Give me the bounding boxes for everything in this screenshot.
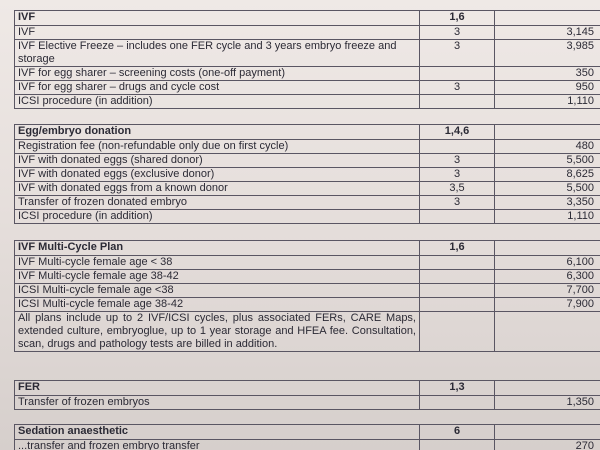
fee-notes: 3 <box>420 81 495 95</box>
fee-description: IVF with donated eggs (exclusive donor) <box>15 168 420 182</box>
fee-notes: 3 <box>420 196 495 210</box>
fee-price: 1,350 <box>495 396 600 410</box>
fee-row <box>15 26 600 40</box>
fee-price: 350 <box>495 67 600 81</box>
fee-description: ICSI Multi-cycle female age <38 <box>15 284 420 298</box>
fee-notes: 3 <box>420 168 495 182</box>
fee-row <box>15 298 600 312</box>
fee-description: IVF with donated eggs (shared donor) <box>15 154 420 168</box>
fee-price: 8,625 <box>495 168 600 182</box>
section-header <box>15 381 600 396</box>
fee-description: Transfer of frozen embryos <box>15 396 420 410</box>
fee-row <box>15 182 600 196</box>
fee-notes <box>420 140 495 154</box>
section-header <box>15 11 600 26</box>
section-notes: 1,6 <box>420 241 495 256</box>
fee-notes: 3 <box>420 154 495 168</box>
section-header <box>15 241 600 256</box>
fee-price: 480 <box>495 140 600 154</box>
fee-row <box>15 67 600 81</box>
plan-footnote: All plans include up to 2 IVF/ICSI cycles, plus associated FERs, CARE Maps, extended culture, embryoglue, up to 1 year storage and HFEA fee. Consultation, scan, drugs and pathology tests are billed in addition. <box>15 312 420 352</box>
fee-notes <box>420 67 495 81</box>
fee-notes <box>420 312 495 352</box>
fee-row <box>15 196 600 210</box>
fee-price: 3,145 <box>495 26 600 40</box>
fee-description: IVF Elective Freeze – includes one FER cycle and 3 years embryo freeze and storage <box>15 40 420 67</box>
fee-price <box>495 312 600 352</box>
fee-row <box>15 81 600 95</box>
fee-description: IVF <box>15 26 420 40</box>
fee-notes: 3 <box>420 40 495 67</box>
section-ivf-multi-cycle-plan <box>14 240 600 352</box>
fee-row <box>15 210 600 224</box>
section-fer <box>14 380 600 410</box>
fee-price: 7,700 <box>495 284 600 298</box>
fee-notes: 3 <box>420 26 495 40</box>
fee-price: 5,500 <box>495 182 600 196</box>
fee-notes <box>420 298 495 312</box>
fee-price: 7,900 <box>495 298 600 312</box>
section-notes: 1,3 <box>420 381 495 396</box>
section-title: FER <box>15 381 420 396</box>
fee-price: 6,100 <box>495 256 600 270</box>
fee-row <box>15 284 600 298</box>
fee-price: 3,985 <box>495 40 600 67</box>
fee-notes <box>420 270 495 284</box>
fee-notes <box>420 256 495 270</box>
fee-description: ICSI Multi-cycle female age 38-42 <box>15 298 420 312</box>
section-header <box>15 125 600 140</box>
fee-description: Registration fee (non-refundable only due on first cycle) <box>15 140 420 154</box>
fee-price: 3,350 <box>495 196 600 210</box>
section-notes: 1,4,6 <box>420 125 495 140</box>
fee-description: IVF Multi-cycle female age 38-42 <box>15 270 420 284</box>
fee-description: IVF Multi-cycle female age < 38 <box>15 256 420 270</box>
fee-price: 270 <box>495 440 600 450</box>
fee-description: ...transfer and frozen embryo transfer <box>15 440 420 450</box>
fee-description: IVF for egg sharer – drugs and cycle cost <box>15 81 420 95</box>
section-title: Sedation anaesthetic <box>15 425 420 440</box>
fee-price: 1,110 <box>495 210 600 224</box>
fee-row <box>15 168 600 182</box>
fee-description: IVF with donated eggs from a known donor <box>15 182 420 196</box>
fee-description: ICSI procedure (in addition) <box>15 210 420 224</box>
fee-notes <box>420 95 495 109</box>
fee-row <box>15 40 600 67</box>
section-title: Egg/embryo donation <box>15 125 420 140</box>
fee-notes <box>420 440 495 450</box>
fee-notes <box>420 396 495 410</box>
fee-description: Transfer of frozen donated embryo <box>15 196 420 210</box>
fee-row <box>15 440 600 450</box>
section-notes: 6 <box>420 425 495 440</box>
fee-notes <box>420 284 495 298</box>
section-title: IVF <box>15 11 420 26</box>
fee-description: ICSI procedure (in addition) <box>15 95 420 109</box>
fee-row <box>15 154 600 168</box>
fee-price: 6,300 <box>495 270 600 284</box>
fee-price: 1,110 <box>495 95 600 109</box>
section-egg-embryo-donation <box>14 124 600 224</box>
fee-notes: 3,5 <box>420 182 495 196</box>
fee-row <box>15 140 600 154</box>
fee-notes <box>420 210 495 224</box>
fee-price: 5,500 <box>495 154 600 168</box>
fee-row <box>15 95 600 109</box>
section-sedation-anaesthetic <box>14 424 600 450</box>
fee-description: IVF for egg sharer – screening costs (one-off payment) <box>15 67 420 81</box>
section-ivf <box>14 10 600 109</box>
section-header <box>15 425 600 440</box>
fee-price: 950 <box>495 81 600 95</box>
section-notes: 1,6 <box>420 11 495 26</box>
fee-row <box>15 256 600 270</box>
section-title: IVF Multi-Cycle Plan <box>15 241 420 256</box>
fee-row <box>15 312 600 352</box>
fee-row <box>15 396 600 410</box>
fee-row <box>15 270 600 284</box>
